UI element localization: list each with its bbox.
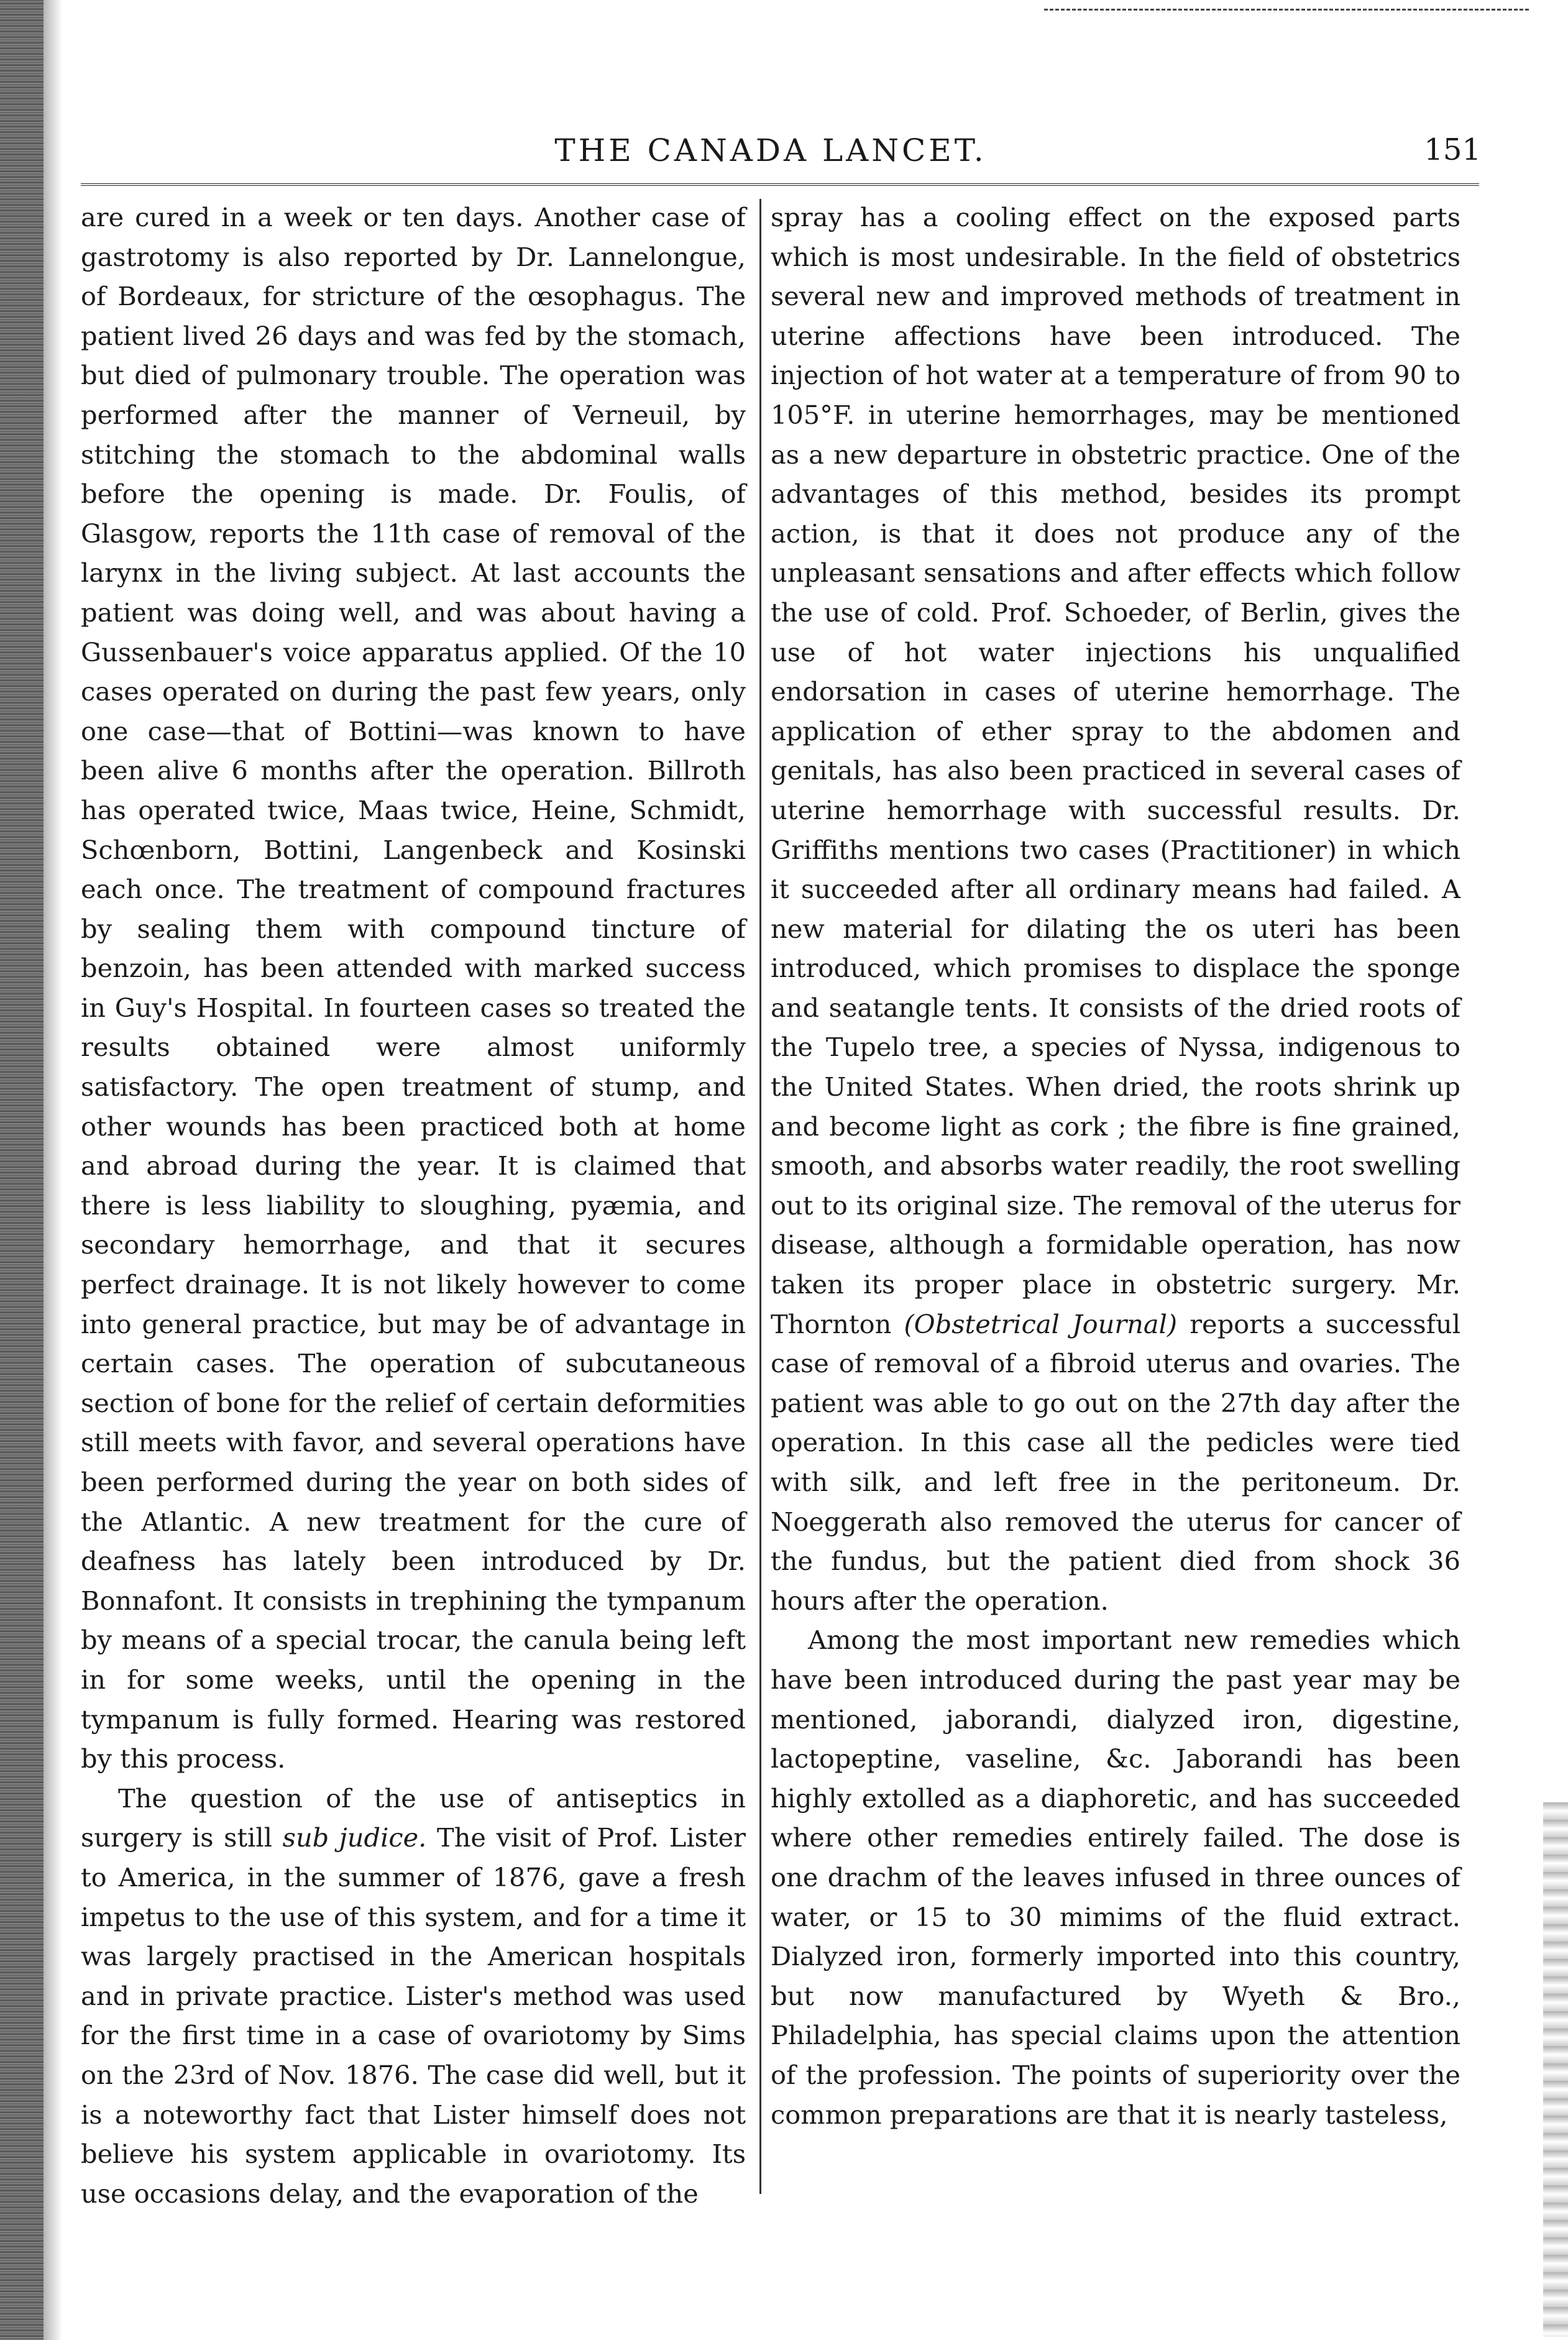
left-column — [81, 198, 746, 2213]
left-paragraph-2-text-end: The visit of Prof. Lister to America, in the summer of 1876, gave a fresh impetus to the use of this system, and for a time it was largely practised in the American hospitals and in private practice. Lister's method was used for the first time in a case of ovariotomy by Sims on the 23rd of Nov. 1876. The case did well, but it is a noteworthy fact that Lister himself does not believe his system applicable in ovariotomy. Its use occasions delay, and the evaporation of the — [81, 1822, 746, 2209]
right-column — [771, 198, 1460, 2134]
left-paragraph-1: are cured in a week or ten days. Another case of gastrotomy is also reported by Dr. Lannelongue, of Bordeaux, for stricture of the œsophagus. The patient lived 26 days and was fed by the stomach, but died of pulmonary trouble. The operation was performed after the manner of Verneuil, by stitching the stomach to the abdominal walls before the opening is made. Dr. Foulis, of Glasgow, reports the 11th case of removal of the larynx in the living subject. At last accounts the patient was doing well, and was about having a Gussenbauer's voice apparatus applied. Of the 10 cases operated on during the past few years, only one case—that of Bottini—was known to have been alive 6 months after the operation. Billroth has operated twice, Maas twice, Heine, Schmidt, Schœnborn, Bottini, Langenbeck and Kosinski each once. The treatment of compound fractures by sealing them with compound tincture of benzoin, has been attended with marked success in Guy's Hospital. In fourteen cases so treated the results obtained were almost uniformly satisfactory. The open treatment of stump, and other wounds has been practiced both at home and abroad during the year. It is claimed that there is less liability to sloughing, pyæmia, and secondary hemorrhage, and that it secures perfect drainage. It is not likely however to come into general practice, but may be of advantage in certain cases. The operation of subcutaneous section of bone for the relief of certain deformities still meets with favor, and several operations have been performed during the year on both sides of the Atlantic. A new treatment for the cure of deafness has lately been introduced by Dr. Bonnafont. It consists in trephining the tympanum by means of a special trocar, the canula being left in for some weeks, until the opening in the tympanum is fully formed. Hearing was restored by this process. — [81, 202, 746, 1774]
journal-title: THE CANADA LANCET. — [554, 132, 987, 168]
right-paragraph-1-text-end: reports a successful case of removal of a fibroid uterus and ovaries. The patient was able to go out on the 27th day after the operation. In this case all the pedicles were tied with silk, and left free in the peritoneum. Dr. Noeggerath also removed the uterus for cancer of the fundus, but the patient died from shock 36 hours after the operation. — [771, 1308, 1460, 1616]
left-paragraph-2-italic: sub judice. — [282, 1822, 427, 1853]
header-rule — [81, 183, 1479, 190]
scan-right-edge-marks — [1543, 1802, 1568, 2337]
right-paragraph-1-text-start: spray has a cooling effect on the exposed parts which is most undesirable. In the field of obstetrics several new and improved methods of treatment in uterine affections have been introduced. The injection of hot water at a temperature of from 90 to 105°F. in uterine hemorrhages, may be mentioned as a new departure in obstetric practice. One of the advantages of this method, besides its prompt action, is that it does not produce any of the unpleasant sensations and after effects which follow the use of cold. Prof. Schoeder, of Berlin, gives the use of hot water injections his unqualified endorsation in cases of uterine hemorrhage. The application of ether spray to the abdomen and genitals, has also been practiced in several cases of uterine hemorrhage with successful results. Dr. Griffiths mentions two cases (Practitioner) in which it succeeded after all ordinary means had failed. A new material for dilating the os uteri has been introduced, which promises to displace the sponge and seatangle tents. It consists of the dried roots of the Tupelo tree, a species of Nyssa, indigenous to the United States. When dried, the roots shrink up and become light as cork ; the fibre is fine grained, smooth, and absorbs water readily, the root swelling out to its original size. The removal of the uterus for disease, although a formidable operation, has now taken its proper place in obstetric surgery. Mr. Thornton — [771, 202, 1460, 1339]
scan-binding-edge — [0, 0, 44, 2340]
right-paragraph-2: Among the most important new remedies which have been introduced during the past year may be mentioned, jaborandi, dialyzed iron, digestine, lactopeptine, vaseline, &c. Jaborandi has been highly extolled as a diaphoretic, and has succeeded where other remedies entirely failed. The dose is one drachm of the leaves infused in three ounces of water, or 15 to 30 mimims of the fluid extract. Dialyzed iron, formerly imported into this country, but now manufactured by Wyeth & Bro., Philadelphia, has special claims upon the attention of the profession. The points of superiority over the common preparations are that it is nearly tasteless, — [771, 1625, 1460, 2130]
top-edge-rule — [1044, 9, 1529, 11]
left-paragraph-2 — [81, 1779, 746, 2214]
left-paragraph-2-text-start: The question of the use of antiseptics in surgery is still — [81, 1783, 746, 1853]
column-divider — [759, 199, 761, 2194]
page-number: 151 — [1424, 132, 1481, 167]
scan-binding-shadow — [44, 0, 62, 2340]
right-paragraph-1-italic: (Obstetrical Journal) — [904, 1308, 1178, 1339]
running-head — [0, 127, 1568, 177]
right-paragraph-1 — [771, 198, 1460, 1620]
